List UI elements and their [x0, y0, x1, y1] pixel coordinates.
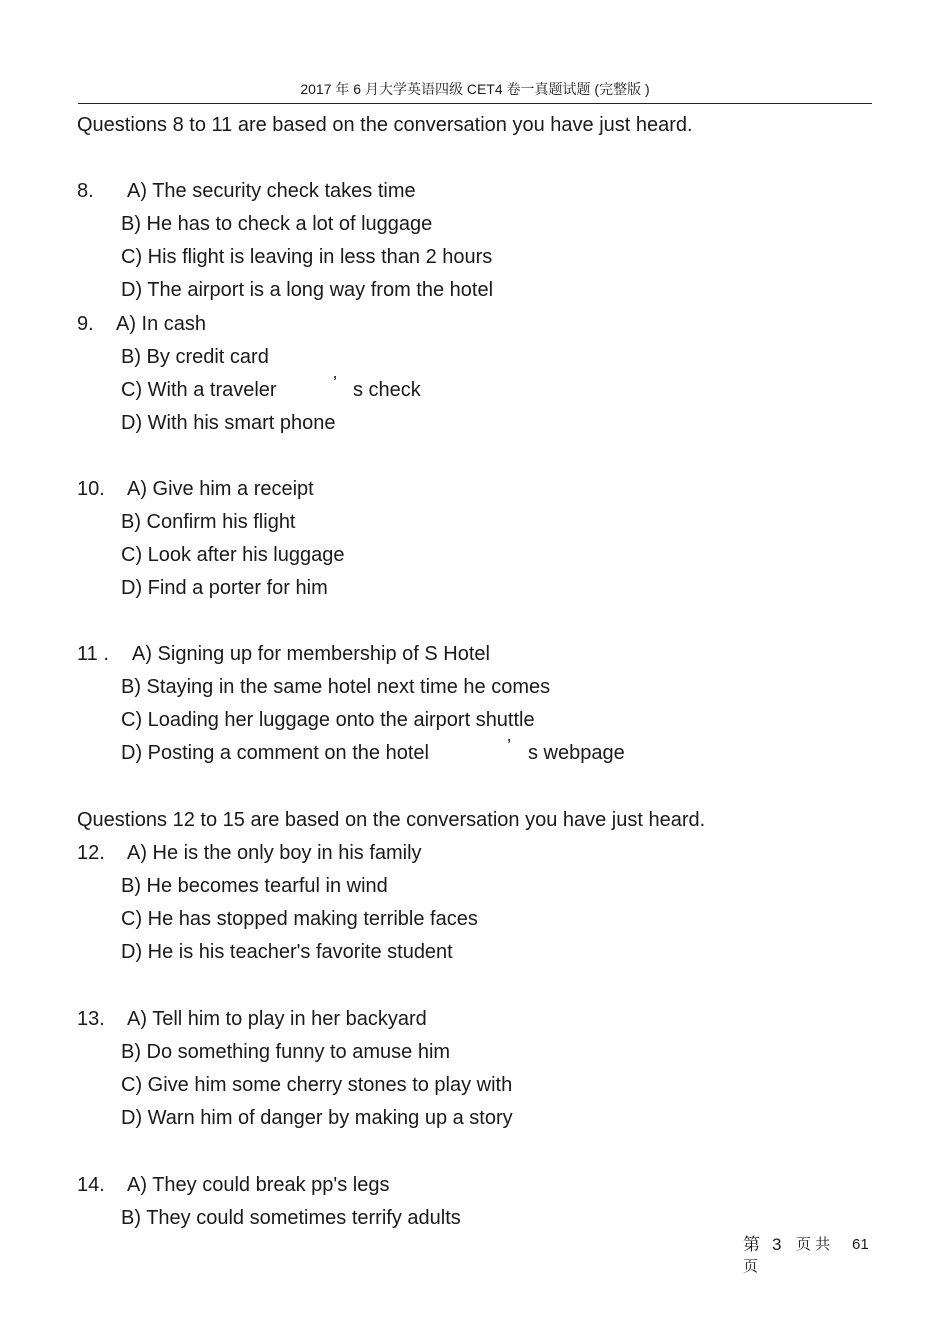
option-c-suffix: s check	[353, 379, 421, 401]
question-number: 10.	[77, 478, 105, 500]
option-b: B) Do something funny to amuse him	[121, 1041, 451, 1063]
question-number: 13.	[77, 1008, 105, 1030]
option-b: B) Staying in the same hotel next time he comes	[121, 676, 551, 698]
option-d: D) Find a porter for him	[121, 577, 328, 599]
page-header: 2017 年 6 月大学英语四级 CET4 卷一真题试题 (完整版 )	[300, 81, 650, 97]
option-b: B) They could sometimes terrify adults	[121, 1207, 461, 1229]
footer-page-number: 3	[772, 1235, 782, 1254]
option-a: A) They could break pp's legs	[127, 1174, 390, 1196]
option-b: B) By credit card	[121, 346, 269, 368]
question-number: 11 .	[77, 643, 109, 665]
option-d-suffix: s webpage	[528, 742, 625, 764]
option-c: C) With a traveler	[121, 379, 277, 401]
option-b: B) He has to check a lot of luggage	[121, 213, 433, 235]
option-a: A) Signing up for membership of S Hotel	[132, 643, 490, 665]
apostrophe: ’	[507, 736, 511, 756]
header-divider	[78, 103, 872, 104]
option-a: A) In cash	[116, 313, 207, 335]
section-intro: Questions 12 to 15 are based on the conversation you have just heard.	[77, 809, 706, 831]
option-a: A) The security check takes time	[127, 180, 416, 202]
question-number: 9.	[77, 313, 94, 335]
option-c: C) Look after his luggage	[121, 544, 345, 566]
option-a: A) Tell him to play in her backyard	[127, 1008, 427, 1030]
footer-ye-gong: 页 共	[796, 1236, 831, 1253]
option-c: C) He has stopped making terrible faces	[121, 908, 478, 930]
option-c: C) His flight is leaving in less than 2 hours	[121, 246, 493, 268]
question-number: 8.	[77, 180, 94, 202]
option-d: D) With his smart phone	[121, 412, 336, 434]
option-a: A) Give him a receipt	[127, 478, 314, 500]
section-intro: Questions 8 to 11 are based on the conversation you have just heard.	[77, 114, 693, 136]
footer-di: 第	[743, 1235, 760, 1254]
option-c: C) Give him some cherry stones to play with	[121, 1074, 513, 1096]
footer-ye: 页	[743, 1258, 759, 1275]
apostrophe: ’	[333, 373, 337, 393]
footer-total-pages: 61	[852, 1236, 869, 1253]
option-c: C) Loading her luggage onto the airport shuttle	[121, 709, 535, 731]
question-number: 14.	[77, 1174, 105, 1196]
option-b: B) Confirm his flight	[121, 511, 296, 533]
option-a: A) He is the only boy in his family	[127, 842, 422, 864]
option-b: B) He becomes tearful in wind	[121, 875, 388, 897]
option-d: D) Warn him of danger by making up a story	[121, 1107, 513, 1129]
option-d: D) Posting a comment on the hotel	[121, 742, 429, 764]
option-d: D) The airport is a long way from the hotel	[121, 279, 494, 301]
option-d: D) He is his teacher's favorite student	[121, 941, 453, 963]
question-number: 12.	[77, 842, 105, 864]
